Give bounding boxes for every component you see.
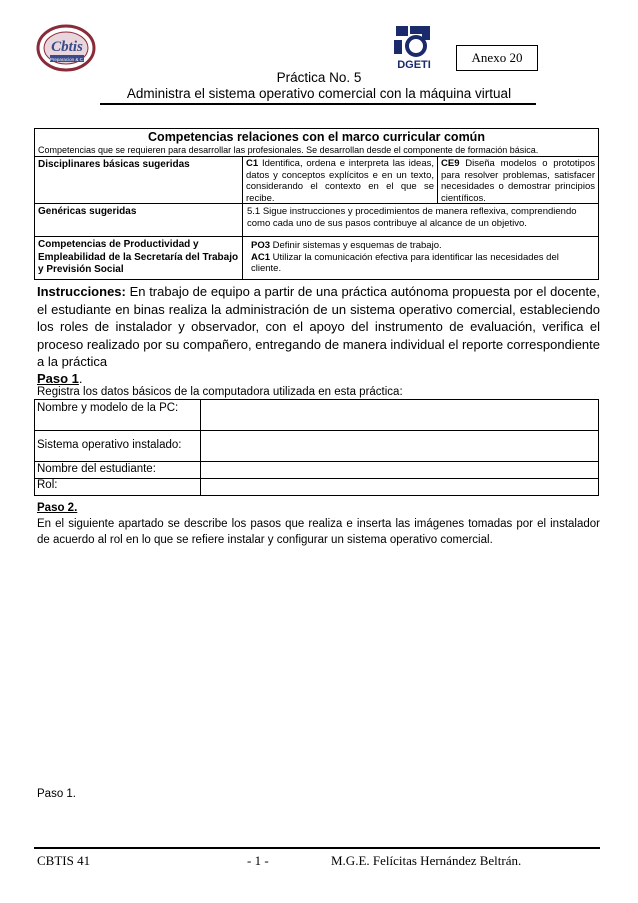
step-label: Paso 1. (37, 788, 76, 800)
student-name-field[interactable] (201, 462, 598, 478)
generic-label: Genéricas sugeridas (35, 204, 243, 236)
ce9-code: CE9 (441, 158, 460, 169)
ce9-text: Diseña modelos o prototipos para resolver problemas, satisfacer necesidades o demostrar principios científicos. (441, 158, 596, 204)
generic-row (35, 203, 598, 236)
step1-title (37, 371, 83, 386)
instructions-label: Instrucciones: (37, 284, 126, 299)
os-label: Sistema operativo instalado: (35, 431, 201, 461)
role-label: Rol: (35, 479, 201, 495)
svg-text:Cbtis: Cbtis (51, 39, 83, 55)
competencies-description: Competencias que se requieren para desarrollar las profesionales. Se desarrollan desde el componente de formación básica. (38, 145, 539, 155)
student-name-label: Nombre del estudiante: (35, 462, 201, 478)
po3-code: PO3 (251, 240, 271, 251)
po3-text: Definir sistemas y esquemas de trabajo. (272, 240, 442, 251)
svg-text:DGETI: DGETI (397, 59, 431, 71)
ac1-text: Utilizar la comunicación efectiva para identificar las necesidades del cliente. (251, 251, 559, 274)
pc-data-table (34, 399, 599, 496)
instructions-text: En trabajo de equipo a partir de una práctica autónoma propuesta por el docente, el estudiante en binas realiza la administración de un sistema operativo comercial, estableciendo los roles de instalador y observador, con el apoyo del instrumento de evaluación, verifica el proceso realizado por su compañero, entregando de manera individual el reporte correspondiente a la práctica (37, 284, 600, 369)
table-row (35, 430, 598, 461)
c1-competency (243, 157, 438, 203)
ce9-competency (438, 157, 598, 203)
ac1-competency (251, 252, 561, 275)
practice-number: Práctica No. 5 (276, 70, 362, 85)
pc-name-label: Nombre y modelo de la PC: (35, 400, 201, 430)
step2-title-text: Paso 2. (37, 502, 78, 514)
header-divider (100, 103, 536, 105)
annex-label: Anexo 20 (456, 45, 538, 71)
step2-title (37, 502, 77, 514)
pc-name-field[interactable] (201, 400, 598, 430)
productivity-competencies (243, 237, 598, 279)
table-row (35, 478, 598, 495)
footer-author: M.G.E. Felícitas Hernández Beltrán. (331, 853, 522, 868)
disciplinary-row (35, 156, 598, 203)
cbtis-logo (36, 22, 98, 74)
footer-page-number: - 1 - (247, 853, 269, 868)
step2-description: En el siguiente apartado se describe los pasos que realiza e inserta las imágenes tomadas por el instalador de acuerdo al rol en lo que se refiere instalar y configurar un sistema operativo comercial. (37, 518, 600, 546)
step1-title-suffix: . (78, 371, 83, 386)
footer-divider (34, 847, 600, 849)
productivity-label: Competencias de Productividad y Empleabilidad de la Secretaría del Trabajo y Previsión Social (35, 237, 243, 279)
competencies-title: Competencias relaciones con el marco curricular común (148, 130, 485, 144)
table-row (35, 461, 598, 478)
ac1-code: AC1 (251, 251, 271, 263)
role-field[interactable] (201, 479, 598, 495)
dgeti-logo (392, 24, 436, 72)
svg-text:Preparacion & C.: Preparacion & C. (49, 57, 85, 62)
step1-description: Registra los datos básicos de la computadora utilizada en esta práctica: (37, 386, 403, 398)
generic-text: 5.1 Sigue instrucciones y procedimientos de manera reflexiva, comprendiendo como cada uno de sus pasos contribuye al alcance de un objetivo. (247, 206, 577, 229)
step1-title-text: Paso 1 (37, 371, 79, 386)
instructions (37, 283, 600, 371)
competencies-table (34, 128, 599, 280)
footer-school: CBTIS 41 (37, 853, 91, 868)
os-field[interactable] (201, 431, 598, 461)
productivity-row (35, 236, 598, 279)
disciplinary-label: Disciplinares básicas sugeridas (35, 157, 243, 203)
practice-title: Administra el sistema operativo comercial con la máquina virtual (126, 86, 512, 101)
c1-text: Identifica, ordena e interpreta las ideas, datos y conceptos explícitos e en un texto, considerando el contexto en el que se recibe. (246, 158, 434, 204)
table-row (35, 400, 598, 430)
c1-code: C1 (246, 158, 259, 169)
po3-competency (251, 240, 590, 252)
